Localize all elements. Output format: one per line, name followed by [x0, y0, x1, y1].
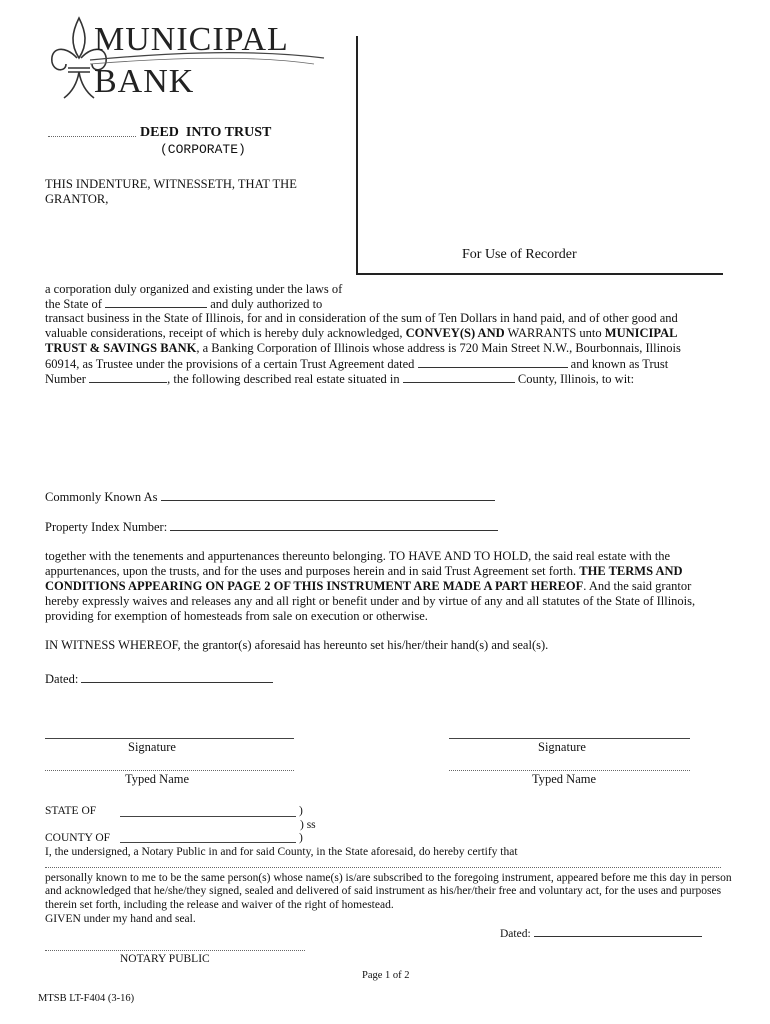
- notary-public-label: NOTARY PUBLIC: [120, 953, 210, 965]
- body-line-5-text: , a Banking Corporation of Illinois whose address is 720 Main Street N.W., Bourbonnais, Illinois: [196, 341, 681, 355]
- p2-line-5: providing for exemption of homesteads from sale on execution or otherwise.: [45, 609, 428, 623]
- signature-line-left[interactable]: [45, 738, 294, 739]
- state-of-label: the State of: [45, 297, 102, 311]
- signature-label-right: Signature: [538, 740, 586, 754]
- number-label: Number: [45, 372, 86, 386]
- logo-line-bank: BANK: [94, 63, 195, 100]
- form-id: MTSB LT-F404 (3-16): [38, 993, 135, 1004]
- county-of-label: COUNTY OF: [45, 832, 111, 844]
- dated-field[interactable]: [81, 671, 273, 683]
- body-line-5: [45, 341, 681, 357]
- municipal-bold: MUNICIPAL: [604, 326, 678, 340]
- recorder-label: For Use of Recorder: [462, 247, 577, 262]
- ss-label: ) ss: [300, 819, 316, 831]
- recorder-box-bottom-border: [356, 273, 723, 275]
- p2-line-2-text: appurtenances, upon the trusts, and for the uses and purposes herein and in said Trust Agreement set forth.: [45, 564, 577, 578]
- commonly-known-row: [45, 489, 495, 506]
- trust-number-field[interactable]: [89, 371, 167, 383]
- notary-line-2: and acknowledged that he/she/they signed, sealed and delivered of said instrument as his/her/their free and voluntary act, for the uses and purposes: [45, 885, 722, 897]
- state-of-label-notary: STATE OF: [45, 805, 97, 817]
- county-illinois-text: County, Illinois, to wit:: [517, 372, 635, 386]
- recorder-box-left-border: [356, 36, 358, 274]
- typed-name-label-right: Typed Name: [532, 772, 597, 786]
- dated-row: [45, 671, 273, 688]
- commonly-known-field[interactable]: [161, 489, 495, 501]
- trust-agreement-text: 60914, as Trustee under the provisions of a certain Trust Agreement dated: [45, 357, 415, 371]
- commonly-known-label: Commonly Known As: [45, 490, 158, 504]
- title-dots: [48, 136, 136, 137]
- page-number: Page 1 of 2: [362, 970, 410, 981]
- signature-line-right[interactable]: [449, 738, 690, 739]
- convey-bold: CONVEY(S) AND: [405, 326, 505, 340]
- body-line-7: [45, 371, 634, 388]
- notary-dated-label: Dated:: [500, 928, 531, 940]
- bank-name-bold: TRUST & SAVINGS BANK: [45, 341, 197, 355]
- trust-agreement-date-field[interactable]: [418, 356, 568, 368]
- bank-logo: [44, 14, 334, 106]
- notary-signature-line[interactable]: [45, 950, 305, 951]
- typed-name-line-right[interactable]: [449, 770, 690, 771]
- paren-1: ): [299, 805, 303, 817]
- state-of-field[interactable]: [105, 296, 207, 308]
- witness-line: IN WITNESS WHEREOF, the grantor(s) aforesaid has hereunto set his/her/their hand(s) and seal(s).: [45, 638, 549, 652]
- notary-county-field[interactable]: [120, 842, 296, 843]
- notary-dated-row: [500, 925, 702, 941]
- notary-dated-field[interactable]: [534, 925, 702, 937]
- p2-line-3: [45, 579, 691, 595]
- deed-title: DEED INTO TRUST: [140, 125, 272, 140]
- logo-line-municipal: MUNICIPAL: [94, 21, 289, 58]
- paren-2: ): [299, 832, 303, 844]
- grantor-line-2: GRANTOR,: [45, 192, 109, 206]
- notary-line-1: personally known to me to be the same person(s) whose name(s) is/are subscribed to the foregoing instrument, appeared before me this day in person: [45, 872, 732, 884]
- pin-field[interactable]: [170, 519, 498, 531]
- situated-in-text: , the following described real estate situated in: [167, 372, 400, 386]
- notary-line-3: therein set forth, including the release and waiver of the right of homestead.: [45, 899, 394, 911]
- conditions-bold: CONDITIONS APPEARING ON PAGE 2 OF THIS INSTRUMENT ARE MADE A PART HEREOF: [45, 579, 584, 593]
- notary-person-field[interactable]: [45, 867, 721, 868]
- notary-state-field[interactable]: [120, 816, 296, 817]
- p2-line-2: [45, 564, 683, 580]
- typed-name-line-left[interactable]: [45, 770, 294, 771]
- deed-subtitle: (CORPORATE): [160, 142, 246, 157]
- body-line-3: transact business in the State of Illinois, for and in consideration of the sum of Ten Dollars in hand paid, and of other good and: [45, 311, 678, 325]
- given-line: GIVEN under my hand and seal.: [45, 913, 196, 925]
- duly-authorized-text: and duly authorized to: [210, 297, 323, 311]
- known-as-trust-text: and known as Trust: [570, 357, 669, 371]
- signature-label-left: Signature: [128, 740, 176, 754]
- p2-line-3-text: . And the said grantor: [583, 579, 692, 593]
- dated-label: Dated:: [45, 672, 79, 686]
- body-line-1: a corporation duly organized and existing under the laws of: [45, 282, 343, 296]
- p2-line-4: hereby expressly waives and releases any and all right or benefit under and by virtue of any and all statutes of the State of Illinois,: [45, 594, 696, 608]
- county-field[interactable]: [403, 371, 515, 383]
- pin-row: [45, 519, 498, 536]
- p2-line-1: together with the tenements and appurtenances thereunto belonging. TO HAVE AND TO HOLD, the said real estate with the: [45, 549, 671, 563]
- pin-label: Property Index Number:: [45, 520, 168, 534]
- body-line-4-text: valuable considerations, receipt of which is hereby duly acknowledged,: [45, 326, 403, 340]
- certify-line: I, the undersigned, a Notary Public in and for said County, in the State aforesaid, do hereby certify that: [45, 846, 518, 858]
- body-line-4: [45, 326, 677, 342]
- typed-name-label-left: Typed Name: [125, 772, 190, 786]
- grantor-line-1: THIS INDENTURE, WITNESSETH, THAT THE: [45, 177, 297, 191]
- terms-bold: THE TERMS AND: [579, 564, 683, 578]
- warrants-text: WARRANTS unto: [507, 326, 602, 340]
